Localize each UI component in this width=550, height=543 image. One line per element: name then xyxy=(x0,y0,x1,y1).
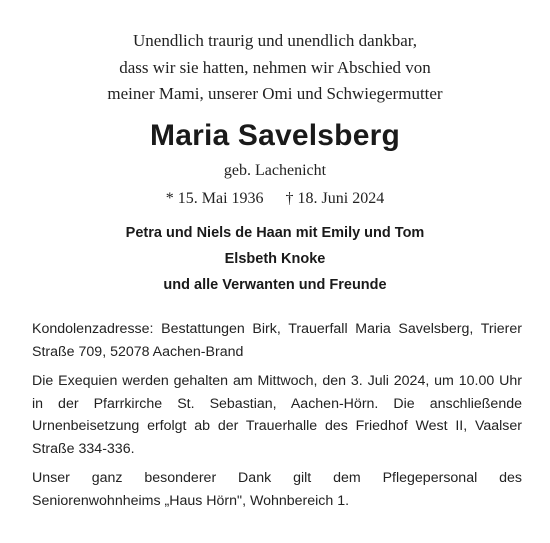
life-dates xyxy=(0,188,550,210)
exequies-info: Die Exequien werden gehalten am Mittwoch, den 3. Juli 2024, um 10.00 Uhr in der Pfarrkirche St. Sebastian, Aachen-Hörn. Die anschließende Urnenbeisetzung erfolgt ab der Trauerhalle des Friedhof West II, Vaalser Straße 334-336. xyxy=(32,373,522,457)
birth-name: geb. Lachenicht xyxy=(223,162,327,179)
intro-line-1: Unendlich traurig und unendlich dankbar, xyxy=(133,31,417,50)
intro-text xyxy=(0,28,550,108)
death-date: † 18. Juni 2024 xyxy=(285,190,385,207)
mourner-line-3: und alle Verwanten und Freunde xyxy=(163,277,387,293)
deceased-name: Maria Savelsberg xyxy=(150,119,400,152)
intro-line-2: dass wir sie hatten, nehmen wir Abschied von xyxy=(119,57,431,77)
birth-date: * 15. Mai 1936 xyxy=(165,190,264,207)
intro-line-3: meiner Mami, unserer Omi und Schwiegermutter xyxy=(107,84,443,103)
thanks-note: Unser ganz besonderer Dank gilt dem Pflegepersonal des Seniorenwohnheims „Haus Hörn", Wohnbereich 1. xyxy=(32,470,522,509)
condolence-address: Kondolenzadresse: Bestattungen Birk, Trauerfall Maria Savelsberg, Trierer Straße 709, 52078 Aachen-Brand xyxy=(32,321,522,360)
mourner-line-1: Petra und Niels de Haan mit Emily und Tom xyxy=(125,225,425,241)
mourner-line-2: Elsbeth Knoke xyxy=(224,251,326,267)
mourners-list xyxy=(0,220,550,298)
